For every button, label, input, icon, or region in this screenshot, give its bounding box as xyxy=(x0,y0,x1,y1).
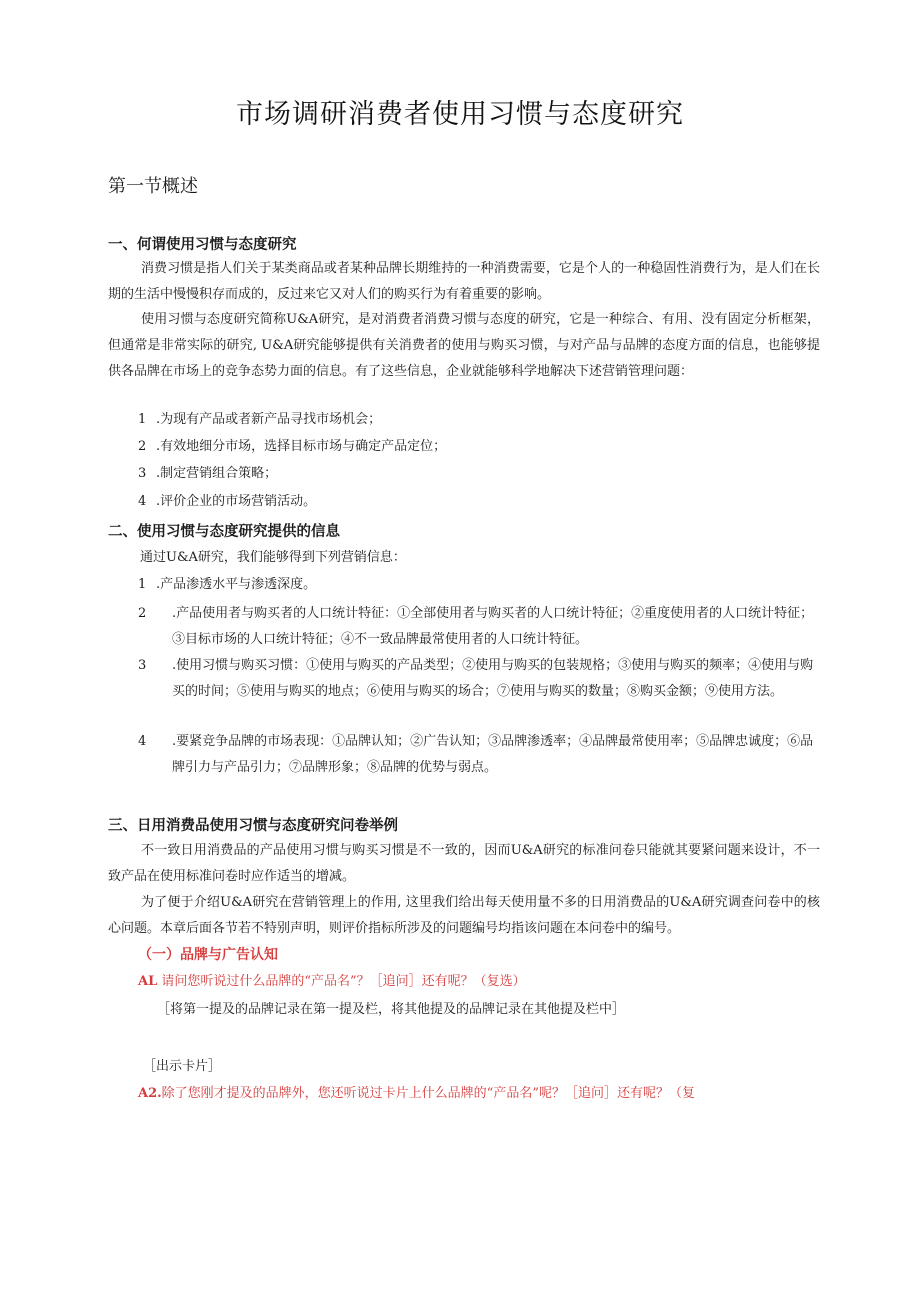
list-item-text: .产品渗透水平与渗透深度。 xyxy=(156,577,317,592)
list-item xyxy=(138,434,822,460)
list-item xyxy=(138,461,822,487)
list-item-number: 3 xyxy=(138,658,147,673)
show-card-instruction: ［出示卡片］ xyxy=(143,1059,222,1074)
list-item-text: .要紧竞争品牌的市场表现：①品牌认知；②广告认知；③品牌渗透率；④品牌最常使用率；⑤品牌忠诚度；⑥品牌引力与产品引力；⑦品牌形象；⑧品牌的优势与弱点。 xyxy=(172,734,814,775)
section-3-paragraph-2: 为了便于介绍U&A研究在营销管理上的作用, 这里我们给出每天使用量不多的日用消费品的U&A研究调查问卷中的核心问题。本章后面各节若不特别声明，则评价指标所涉及的问题编号均指该问题在本问卷中的编号。 xyxy=(108,895,820,936)
section-3-paragraph-1: 不一致日用消费品的产品使用习惯与购买习惯是不一致的，因而U&A研究的标准问卷只能就其要紧问题来设计，不一致产品在使用标准问卷时应作适当的增减。 xyxy=(108,843,820,884)
list-item xyxy=(138,489,822,515)
question-a2 xyxy=(138,1081,695,1107)
list-item-text: .制定营销组合策略； xyxy=(156,466,278,481)
list-item xyxy=(138,572,822,598)
list-item-number: 3 xyxy=(138,466,147,481)
list-item xyxy=(138,653,822,705)
list-item-text: .有效地细分市场，选择目标市场与确定产品定位； xyxy=(156,439,447,454)
list-item-text: .产品使用者与购买者的人口统计特征：①全部使用者与购买者的人口统计特征；②重度使用者的人口统计特征；③目标市场的人口统计特征；④不一致品牌最常使用者的人口统计特征。 xyxy=(172,606,814,647)
list-item-number: 4 xyxy=(138,494,147,509)
list-item-text: .评价企业的市场营销活动。 xyxy=(156,494,317,509)
subsection-heading: （一）品牌与广告认知 xyxy=(138,947,278,963)
list-item-number: 4 xyxy=(138,734,147,749)
question-text: 除了您刚才提及的品牌外，您还听说过卡片上什么品牌的“产品名”呢？［追问］还有呢？（复 xyxy=(161,1086,695,1101)
list-item-number: 1 xyxy=(138,577,147,592)
chapter-heading: 第一节概述 xyxy=(108,176,198,197)
list-item-text: .使用习惯与购买习惯：①使用与购买的产品类型；②使用与购买的包装规格；③使用与购买的频率；④使用与购买的时间；⑤使用与购买的地点；⑥使用与购买的场合；⑦使用与购买的数量；⑧购买金额；⑨使用方法。 xyxy=(172,658,814,699)
section-1-paragraph-2: 使用习惯与态度研究简称U&A研究，是对消费者消费习惯与态度的研究，它是一种综合、有用、没有固定分析框架，但通常是非常实际的研究, U&A研究能够提供有关消费者的使用与购买习惯，与对产品与品牌的态度方面的信息，也能够提供各品牌在市场上的竞争态势力面的信息。有了这些信息，企业就能够科学地解决下述营销管理问题： xyxy=(108,312,820,379)
question-note: ［将第一提及的品牌记录在第一提及栏，将其他提及的品牌记录在其他提及栏中］ xyxy=(157,1002,626,1017)
list-item xyxy=(138,407,822,433)
section-2-heading: 二、使用习惯与态度研究提供的信息 xyxy=(108,524,340,540)
list-item-number: 2 xyxy=(138,439,147,454)
section-1-paragraph-1: 消费习惯是指人们关于某类商品或者某种品牌长期维持的一种消费需要，它是个人的一种稳固性消费行为，是人们在长期的生活中慢慢积存而成的，反过来它又对人们的购买行为有着重要的影响。 xyxy=(108,261,820,302)
section-2-intro: 通过U&A研究，我们能够得到下列营销信息： xyxy=(140,550,406,565)
page-title: 市场调研消费者使用习惯与态度研究 xyxy=(236,99,684,130)
list-item xyxy=(138,729,822,781)
question-text: 请问您听说过什么品牌的“产品名”？［追问］还有呢？（复选） xyxy=(161,974,526,989)
section-3-heading: 三、日用消费品使用习惯与态度研究问卷举例 xyxy=(108,818,398,834)
list-item-number: 1 xyxy=(138,412,147,427)
question-a1 xyxy=(138,969,526,995)
list-item-number: 2 xyxy=(138,606,147,621)
list-item-text: .为现有产品或者新产品寻找市场机会； xyxy=(156,412,382,427)
list-item xyxy=(138,601,822,653)
question-number: AL xyxy=(138,974,158,989)
section-1-heading: 一、何谓使用习惯与态度研究 xyxy=(108,237,297,253)
question-number: A2. xyxy=(138,1086,162,1101)
